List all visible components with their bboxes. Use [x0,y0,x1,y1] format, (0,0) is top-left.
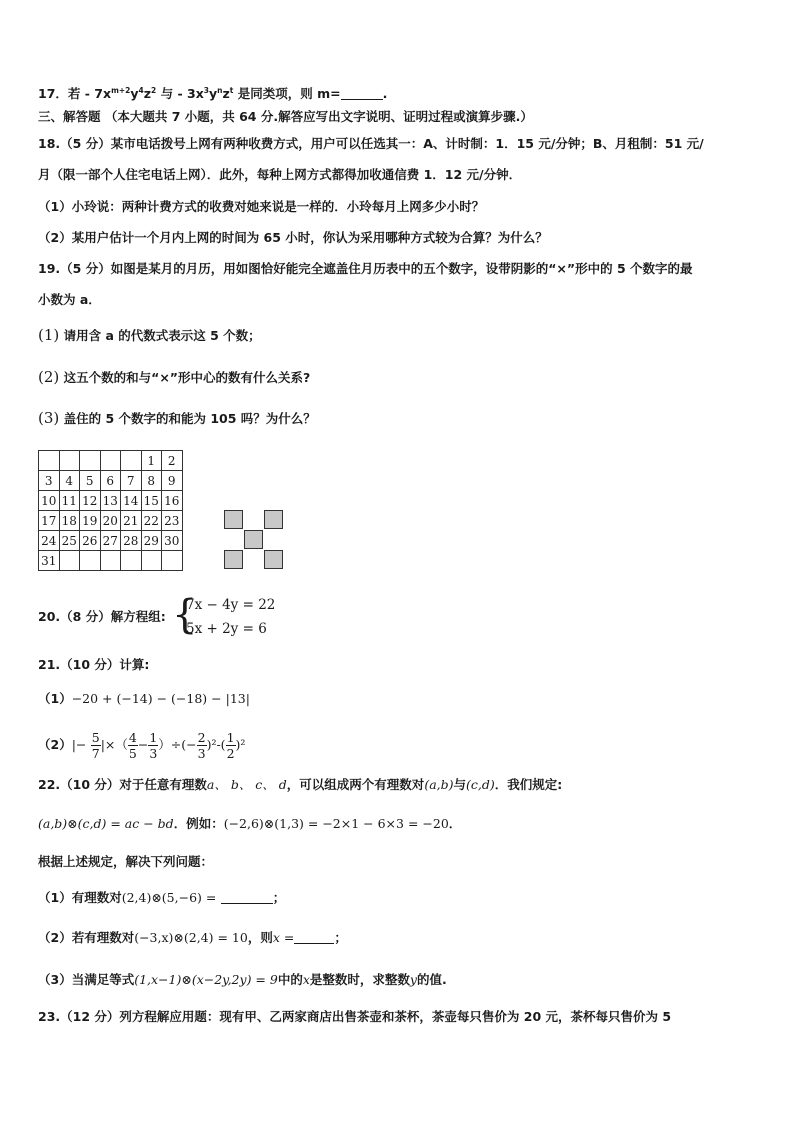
section-3-heading: 三、解答题 （本大题共 7 小题，共 64 分.解答应写出文字说明、证明过程或演算步骤.） [38,109,533,124]
calendar-cell: 5 [80,471,101,491]
calendar-cell: 4 [59,471,80,491]
calendar-cell: 25 [59,531,80,551]
q22-part-2-blank[interactable] [294,931,334,944]
x-shape-cell [224,510,243,529]
calendar-cell [100,551,121,571]
q21-part-2: （2）|− $\frac{5}{7}$ |×（ $\frac{4}{5}$ − $\frac{1}{3}$ ）÷(− $\frac{2}{3}$ )²-( $\frac{1}{2}$ )² [38,730,246,761]
q19-line-1: 19.（5 分）如图是某月的月历，用如图恰好能完全遮盖住月历表中的五个数字，设带阴影的“×”形中的 5 个数字的最 [38,261,693,276]
q22-rule: (a,b)⊗(c,d) = ac − bd．例如：(−2,6)⊗(1,3) = −2×1 − 6×3 = −20． [38,816,462,831]
calendar-cell: 12 [80,491,101,511]
calendar-cell: 26 [80,531,101,551]
calendar-cell: 14 [121,491,142,511]
q22-line-1: 22.（10 分）对于任意有理数a、 b、 c、 d，可以组成两个有理数对(a,b)与(c,d)．我们规定: [38,777,563,792]
fraction: $\frac{1}{2}$ [226,730,235,761]
q17-line: 17．若 - $7x^{m+2}y^4z^2$ 与 - $3x^3y^nz^t$ 是同类项，则 m= . [38,86,388,101]
q18-line-1: 18.（5 分）某市电话拨号上网有两种收费方式，用户可以任选其一：A、计时制：1．15 元/分钟；B、月租制：51 元/ [38,136,704,151]
x-shape-cell [264,510,283,529]
q22-part-2: （2）若有理数对(−3,x)⊗(2,4) = 10，则x = ； [38,930,347,945]
calendar-row [39,551,183,571]
q17-answer-blank[interactable] [341,87,383,100]
calendar-cell: 10 [39,491,60,511]
equation-1: 7x − 4y = 22 [186,597,276,613]
fraction: $\frac{5}{7}$ [91,730,100,761]
q19-line-2: 小数为 a． [38,292,101,307]
q21-label: 21.（10 分）计算: [38,657,150,672]
calendar-cell [80,551,101,571]
calendar-cell: 28 [121,531,142,551]
q22-part-1-blank[interactable] [221,891,273,904]
calendar-row [39,451,183,471]
calendar-cell [121,451,142,471]
q18-part-1: （1）小玲说：两种计费方式的收费对她来说是一样的．小玲每月上网多少小时？ [38,199,485,214]
calendar-cell [141,551,162,571]
equation-system [186,593,275,641]
calendar-cell: 19 [80,511,101,531]
q19-part-2: (2) 这五个数的和与“×”形中心的数有什么关系? [38,368,311,386]
shaded-x-shape [224,510,284,570]
calendar-cell [59,451,80,471]
calendar-cell: 23 [162,511,183,531]
calendar-cell [59,551,80,571]
calendar-row [39,471,183,491]
calendar-row [39,511,183,531]
calendar-cell: 17 [39,511,60,531]
calendar-cell: 16 [162,491,183,511]
calendar-cell [121,551,142,571]
calendar-cell: 24 [39,531,60,551]
x-shape-cell [264,550,283,569]
q19-part-1: (1) 请用含 a 的代数式表示这 5 个数； [38,326,261,344]
calendar-cell: 13 [100,491,121,511]
q21-part-1: （1）−20 + (−14) − (−18) − |13| [38,691,250,706]
calendar-cell: 1 [141,451,162,471]
calendar-cell [100,451,121,471]
q22-part-3: （3）当满足等式(1,x−1)⊗(x−2y,2y) = 9中的x是整数时，求整数y的值. [38,972,447,987]
system-brace: { [172,592,198,638]
calendar-cell: 3 [39,471,60,491]
x-shape-cell [244,530,263,549]
q23-line-1: 23.（12 分）列方程解应用题：现有甲、乙两家商店出售茶壶和茶杯，茶壶每只售价为 20 元，茶杯每只售价为 5 [38,1009,672,1024]
calendar-row [39,491,183,511]
calendar-cell: 21 [121,511,142,531]
calendar-cell: 31 [39,551,60,571]
fraction: $\frac{1}{3}$ [149,730,158,761]
calendar-cell [80,451,101,471]
q19-part-3: (3) 盖住的 5 个数字的和能为 105 吗？为什么？ [38,409,316,427]
fraction: $\frac{4}{5}$ [128,730,137,761]
calendar-cell: 20 [100,511,121,531]
calendar-cell: 6 [100,471,121,491]
calendar-cell: 11 [59,491,80,511]
calendar-cell: 7 [121,471,142,491]
calendar-cell: 9 [162,471,183,491]
equation-2: 5x + 2y = 6 [186,621,267,637]
calendar-cell: 2 [162,451,183,471]
q18-part-2: （2）某用户估计一个月内上网的时间为 65 小时，你认为采用哪种方式较为合算？为什么？ [38,230,548,245]
fraction: $\frac{2}{3}$ [197,730,206,761]
q18-line-2: 月（限一部个人住宅电话上网）．此外，每种上网方式都得加收通信费 1．12 元/分钟． [38,167,522,182]
calendar-cell [39,451,60,471]
calendar-table [38,450,183,571]
x-shape-cell [224,550,243,569]
calendar-cell: 30 [162,531,183,551]
q22-part-1: （1）有理数对(2,4)⊗(5,−6) = ； [38,890,286,905]
calendar-cell: 15 [141,491,162,511]
calendar-cell: 8 [141,471,162,491]
calendar-row [39,531,183,551]
q20-label: 20.（8 分）解方程组: [38,609,166,624]
calendar-cell: 22 [141,511,162,531]
calendar-cell [162,551,183,571]
calendar-cell: 27 [100,531,121,551]
calendar-cell: 29 [141,531,162,551]
calendar-cell: 18 [59,511,80,531]
q22-intro: 根据上述规定，解决下列问题： [38,854,214,869]
